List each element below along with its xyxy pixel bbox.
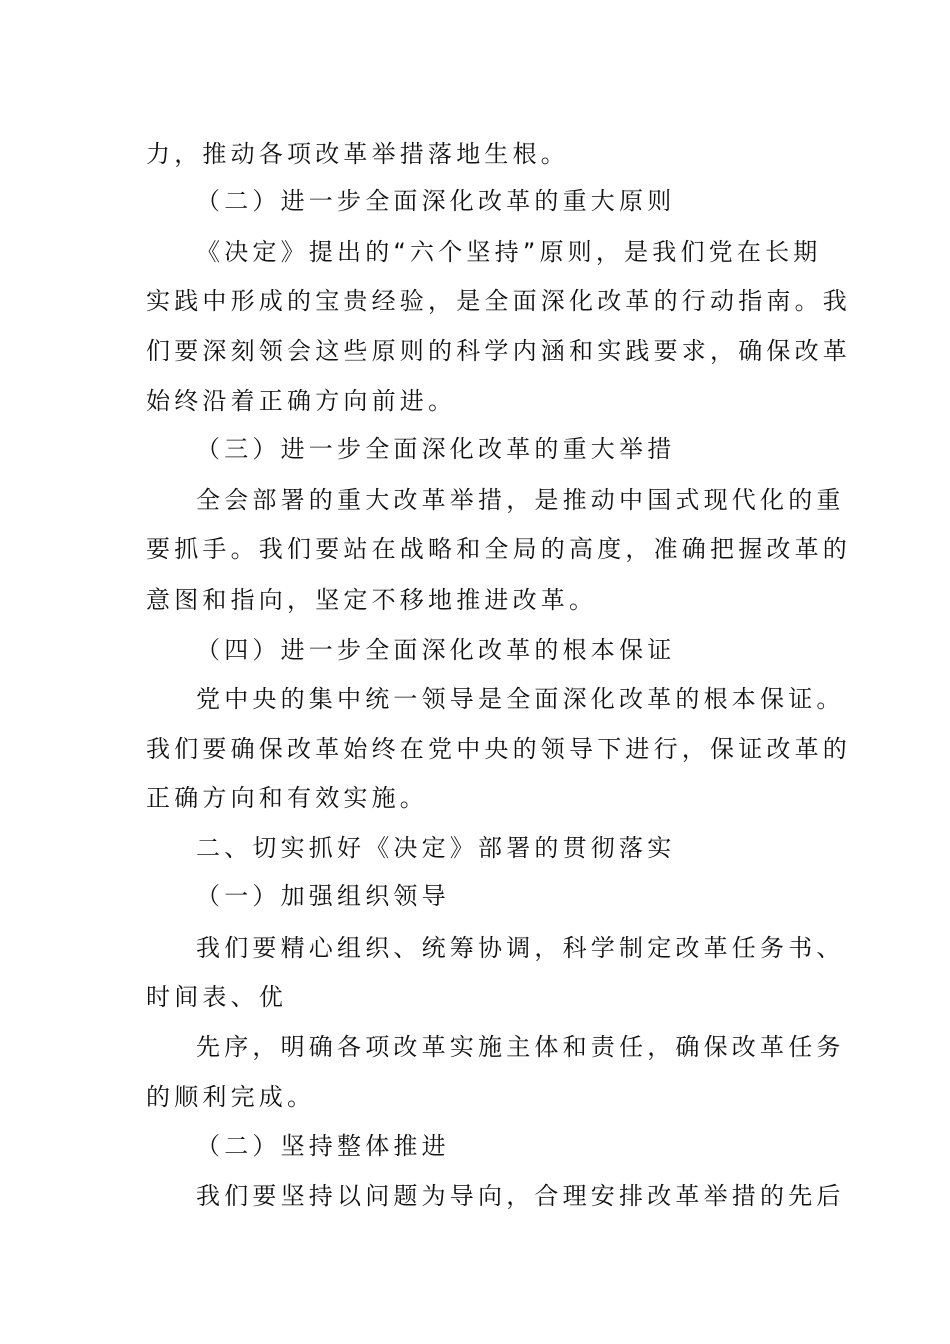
section-heading: （四）进一步全面深化改革的根本保证 [196,636,676,664]
body-text-line: 的顺利完成。 [146,1083,316,1111]
body-text-line: 力，推动各项改革举措落地生根。 [146,140,569,168]
body-text-line: 们要深刻领会这些原则的科学内涵和实践要求，确保改革 [146,337,851,365]
section-heading: （二）进一步全面深化改革的重大原则 [196,187,676,215]
paragraph-first-line: 先序，明确各项改革实施主体和责任，确保改革任务 [196,1033,845,1061]
section-heading: （三）进一步全面深化改革的重大举措 [196,435,676,463]
chapter-heading: 二、切实抓好《决定》部署的贯彻落实 [196,834,676,862]
body-text-line: 始终沿着正确方向前进。 [146,387,457,415]
body-text-line: 意图和指向，坚定不移地推进改革。 [146,586,598,614]
body-text-line: 正确方向和有效实施。 [146,784,428,812]
body-text-line: 要抓手。我们要站在战略和全局的高度，准确把握改革的 [146,535,851,563]
paragraph-first-line: 我们要精心组织、统筹协调，科学制定改革任务书、 [196,934,845,962]
body-text-line: 时间表、优 [146,983,287,1011]
section-heading: （二）坚持整体推进 [196,1132,450,1160]
paragraph-first-line: 党中央的集中统一领导是全面深化改革的根本保证。 [196,685,845,713]
body-text-line: 实践中形成的宝贵经验，是全面深化改革的行动指南。我 [146,287,851,315]
section-heading: （一）加强组织领导 [196,882,450,910]
paragraph-first-line: 我们要坚持以问题为导向，合理安排改革举措的先后 [196,1182,845,1210]
paragraph-first-line: 《决定》提出的“六个坚持”原则，是我们党在长期 [196,238,822,266]
body-text-line: 我们要确保改革始终在党中央的领导下进行，保证改革的 [146,735,851,763]
paragraph-first-line: 全会部署的重大改革举措，是推动中国式现代化的重 [196,486,845,514]
